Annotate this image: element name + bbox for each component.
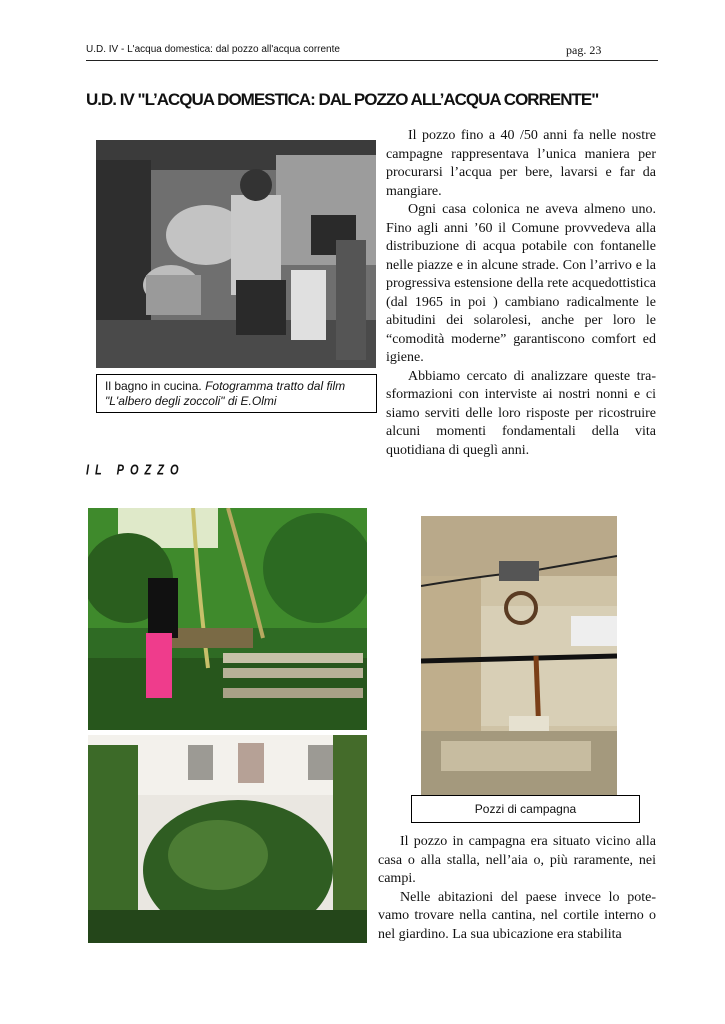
film-still-caption <box>96 374 377 413</box>
cellar-well-photo <box>421 516 617 795</box>
well-text <box>378 833 656 944</box>
caption-plain-text: Il bagno in cucina. <box>105 379 206 393</box>
film-still-photo <box>96 140 376 368</box>
paragraph: Ogni casa colonica ne aveva almeno uno. Fino agli anni ’60 il Comune provvedeva alla distribuzione di acqua potabile con fontanelle nelle piazze e in alcune strade. Con l’arrivo e la progressiva estensione della rete acquedottistica (dal 1965 in poi ) cambiano radicalmente le abitudini dei solarolesi, anche per loro le “comodità moderne” garantiscono comfort ed igiene. <box>386 202 656 365</box>
paragraph: Il pozzo in campagna era situato vicino alla casa o alla stalla, nell’aia o, più raramente, nei campi. <box>378 834 656 886</box>
garden-well-photo <box>88 508 367 730</box>
header-divider <box>86 60 658 61</box>
paragraph: Abbiamo cercato di analizzare queste trasformazioni con interviste ai nostri nonni e ci siamo serviti delle loro risposte per ricostruire alcuni momenti fondamentali della vita quotidiana di queglì anni. <box>386 368 656 458</box>
section-heading: IL POZZO <box>86 463 185 479</box>
paragraph: Il pozzo fino a 40 /50 anni fa nelle nostre campagne rappresentava l’unica maniera per procurarsi l’acqua per bere, lavarsi e far da mangiare. <box>386 128 656 199</box>
wells-caption: Pozzi di campagna <box>411 795 640 823</box>
page-title: U.D. IV "L’ACQUA DOMESTICA: DAL POZZO ALL’ACQUA CORRENTE" <box>86 90 599 109</box>
page-number: pag. 23 <box>566 43 602 57</box>
running-header-title: U.D. IV - L'acqua domestica: dal pozzo all'acqua corrente <box>86 44 340 55</box>
intro-text <box>386 127 656 460</box>
caption-italic-text: Fotogramma tratto dal film "L'albero degli zoccoli" di E.Olmi <box>105 379 346 408</box>
paragraph: Nelle abitazioni del paese invece lo potevamo trovare nella cantina, nel cortile interno o nel giardino. La sua ubicazione era stabilita <box>378 889 656 942</box>
ivy-well-photo <box>88 735 367 943</box>
